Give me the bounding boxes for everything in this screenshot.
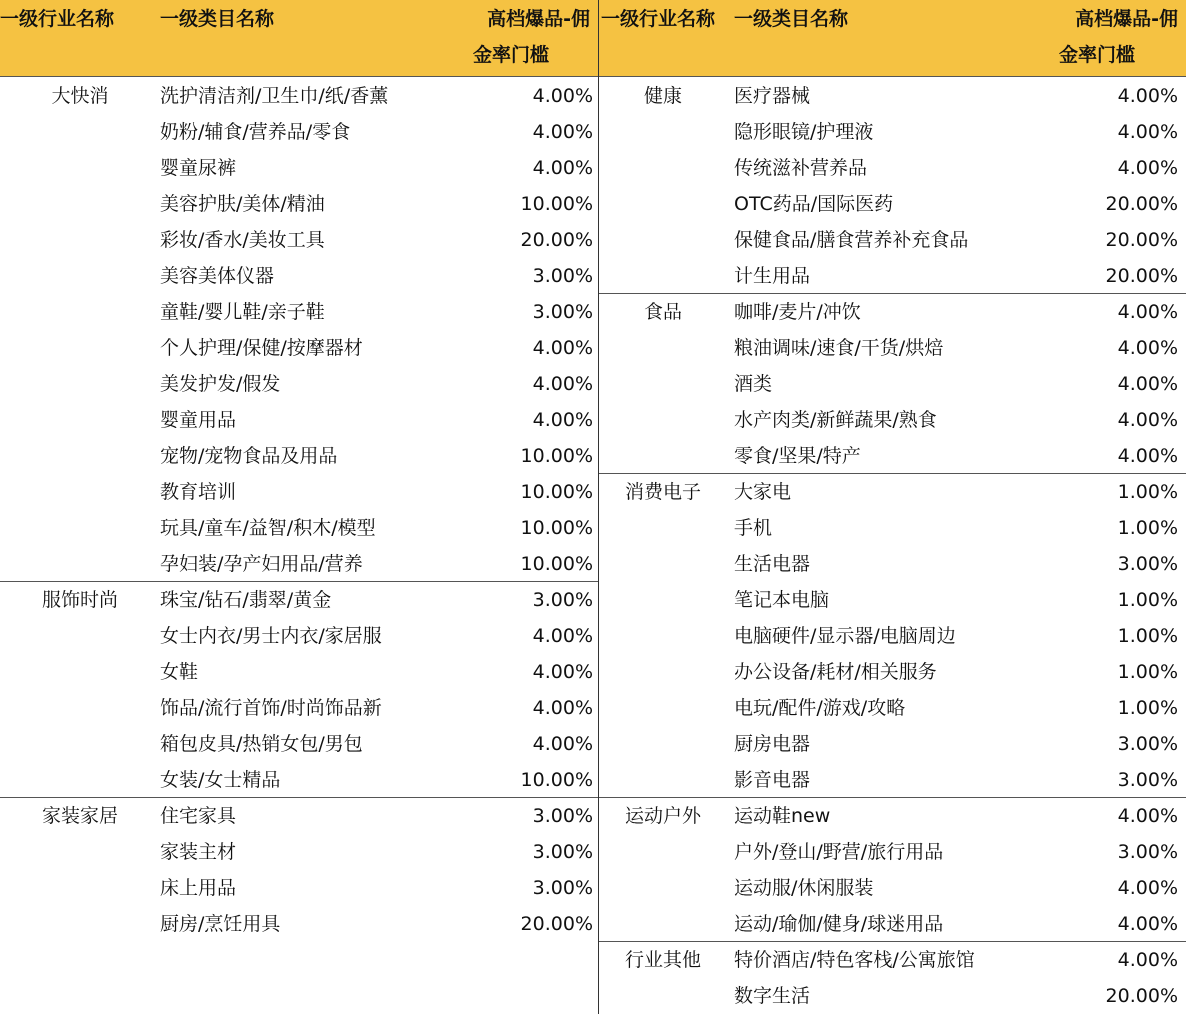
category-name: 运动服/休闲服装 — [734, 877, 874, 899]
commission-rate: 3.00% — [532, 265, 593, 287]
commission-rate: 3.00% — [532, 805, 593, 827]
commission-rate: 10.00% — [520, 517, 593, 539]
commission-rate: 4.00% — [1117, 85, 1178, 107]
category-name: 隐形眼镜/护理液 — [734, 121, 874, 143]
industry-name: 家装家居 — [41, 805, 118, 827]
table-row — [599, 474, 1186, 510]
commission-rate: 4.00% — [532, 625, 593, 647]
table-row — [599, 78, 1186, 114]
category-name: 个人护理/保健/按摩器材 — [160, 337, 363, 359]
category-name: 婴童用品 — [160, 409, 237, 431]
commission-rate: 20.00% — [520, 229, 593, 251]
table-row — [599, 654, 1186, 690]
category-name: 彩妆/香水/美妆工具 — [160, 229, 325, 251]
category-name: 特价酒店/特色客栈/公寓旅馆 — [734, 949, 975, 971]
header-threshold-right-line1: 高档爆品-佣 — [1075, 8, 1178, 30]
category-name: 零食/坚果/特产 — [734, 445, 861, 467]
category-name: 宠物/宠物食品及用品 — [160, 445, 338, 467]
commission-rate: 10.00% — [520, 445, 593, 467]
category-name: 洗护清洁剂/卫生巾/纸/香薰 — [160, 85, 389, 107]
table-row — [599, 690, 1186, 726]
table-row — [0, 654, 598, 690]
table-row — [0, 330, 598, 366]
commission-rate: 3.00% — [1117, 769, 1178, 791]
table-row — [0, 618, 598, 654]
category-name: 饰品/流行首饰/时尚饰品新 — [160, 697, 382, 719]
table-row — [599, 114, 1186, 150]
commission-rate: 3.00% — [1117, 841, 1178, 863]
table-row — [599, 834, 1186, 870]
commission-rate: 4.00% — [1117, 337, 1178, 359]
table-row — [0, 582, 598, 618]
table-row — [599, 726, 1186, 762]
commission-rate: 4.00% — [1117, 157, 1178, 179]
category-name: 孕妇装/孕产妇用品/营养 — [160, 553, 363, 575]
commission-rate: 10.00% — [520, 193, 593, 215]
commission-rate: 3.00% — [1117, 733, 1178, 755]
header-threshold-left-line2: 金率门槛 — [473, 44, 550, 66]
category-name: 手机 — [734, 517, 773, 539]
commission-rate: 1.00% — [1117, 481, 1178, 503]
commission-rate: 4.00% — [532, 373, 593, 395]
industry-name: 服饰时尚 — [41, 589, 118, 611]
commission-rate: 1.00% — [1117, 661, 1178, 683]
category-name: 童鞋/婴儿鞋/亲子鞋 — [160, 301, 325, 323]
commission-rate: 4.00% — [1117, 913, 1178, 935]
category-name: 户外/登山/野营/旅行用品 — [734, 841, 944, 863]
table-row — [0, 906, 598, 942]
header-threshold-left-line1: 高档爆品-佣 — [487, 8, 590, 30]
category-name: 水产肉类/新鲜蔬果/熟食 — [734, 409, 937, 431]
category-name: 家装主材 — [160, 841, 237, 863]
table-row — [0, 510, 598, 546]
table-row — [0, 798, 598, 834]
left-table — [0, 77, 598, 1014]
category-name: 传统滋补营养品 — [734, 157, 868, 179]
category-name: 大家电 — [734, 481, 792, 503]
commission-rate: 20.00% — [520, 913, 593, 935]
category-name: 女士内衣/男士内衣/家居服 — [160, 625, 382, 647]
commission-rate: 20.00% — [1105, 265, 1178, 287]
category-name: 电玩/配件/游戏/攻略 — [734, 697, 906, 719]
table-row — [0, 402, 598, 438]
table-row — [599, 762, 1186, 798]
industry-name: 健康 — [643, 85, 682, 107]
commission-rate: 1.00% — [1117, 589, 1178, 611]
table-row — [0, 186, 598, 222]
commission-rate: 4.00% — [532, 337, 593, 359]
commission-rate: 10.00% — [520, 553, 593, 575]
category-name: 计生用品 — [734, 265, 811, 287]
commission-rate: 3.00% — [532, 877, 593, 899]
table-row — [0, 546, 598, 582]
table-row — [0, 78, 598, 114]
table-row — [0, 150, 598, 186]
header-threshold-right-line2: 金率门槛 — [1059, 44, 1136, 66]
category-name: 运动鞋new — [734, 805, 831, 827]
table-row — [599, 258, 1186, 294]
category-name: 美容护肤/美体/精油 — [160, 193, 325, 215]
right-table — [599, 77, 1186, 1014]
table-row — [0, 438, 598, 474]
category-name: 床上用品 — [160, 877, 237, 899]
category-name: 箱包皮具/热销女包/男包 — [160, 733, 363, 755]
category-name: 咖啡/麦片/冲饮 — [734, 301, 861, 323]
commission-rate: 1.00% — [1117, 517, 1178, 539]
table-row — [599, 870, 1186, 906]
table-row — [599, 330, 1186, 366]
commission-rate: 4.00% — [532, 85, 593, 107]
commission-rate: 4.00% — [1117, 409, 1178, 431]
commission-rate: 4.00% — [1117, 121, 1178, 143]
table-row — [599, 978, 1186, 1014]
commission-rate: 4.00% — [532, 697, 593, 719]
table-row — [599, 618, 1186, 654]
commission-rate: 10.00% — [520, 481, 593, 503]
commission-rate: 20.00% — [1105, 229, 1178, 251]
table-row — [599, 402, 1186, 438]
table-row — [0, 294, 598, 330]
category-name: 办公设备/耗材/相关服务 — [734, 661, 937, 683]
commission-rate: 4.00% — [1117, 949, 1178, 971]
table-row — [599, 582, 1186, 618]
commission-rate: 4.00% — [532, 157, 593, 179]
table-row — [0, 870, 598, 906]
category-name: 美发护发/假发 — [160, 373, 281, 395]
commission-rate: 20.00% — [1105, 193, 1178, 215]
table-row — [599, 294, 1186, 330]
table-row — [0, 222, 598, 258]
table-row — [599, 510, 1186, 546]
category-name: 影音电器 — [734, 769, 811, 791]
commission-rate: 4.00% — [1117, 301, 1178, 323]
table-row — [0, 834, 598, 870]
table-row — [599, 438, 1186, 474]
table-row — [599, 798, 1186, 834]
table-row — [599, 366, 1186, 402]
industry-name: 消费电子 — [624, 481, 701, 503]
commission-rate: 10.00% — [520, 769, 593, 791]
commission-rate: 3.00% — [532, 301, 593, 323]
category-name: 玩具/童车/益智/积木/模型 — [160, 517, 376, 539]
commission-rate: 20.00% — [1105, 985, 1178, 1007]
commission-rate: 1.00% — [1117, 697, 1178, 719]
category-name: 女装/女士精品 — [160, 769, 281, 791]
commission-rate: 4.00% — [532, 121, 593, 143]
table-row — [599, 150, 1186, 186]
industry-name: 行业其他 — [624, 949, 701, 971]
commission-rate: 3.00% — [532, 589, 593, 611]
category-name: 厨房/烹饪用具 — [160, 913, 281, 935]
category-name: 女鞋 — [160, 661, 199, 683]
table-row — [0, 258, 598, 294]
table-row — [0, 690, 598, 726]
category-name: 生活电器 — [734, 553, 811, 575]
commission-rate: 3.00% — [1117, 553, 1178, 575]
table-row — [0, 474, 598, 510]
category-name: 数字生活 — [734, 985, 811, 1007]
header-category-right: 一级类目名称 — [734, 8, 849, 30]
industry-name: 食品 — [643, 301, 682, 323]
commission-rate: 4.00% — [532, 661, 593, 683]
table-row — [0, 114, 598, 150]
category-name: 厨房电器 — [734, 733, 811, 755]
category-name: 教育培训 — [160, 481, 237, 503]
category-name: OTC药品/国际医药 — [734, 193, 894, 215]
category-name: 笔记本电脑 — [734, 589, 830, 611]
commission-rate: 3.00% — [532, 841, 593, 863]
category-name: 医疗器械 — [734, 85, 811, 107]
table-row — [0, 726, 598, 762]
table-row — [0, 762, 598, 798]
category-name: 运动/瑜伽/健身/球迷用品 — [734, 913, 944, 935]
commission-rate: 4.00% — [1117, 877, 1178, 899]
header-industry-left: 一级行业名称 — [0, 8, 115, 30]
industry-name: 大快消 — [51, 85, 109, 107]
category-name: 美容美体仪器 — [160, 265, 275, 287]
commission-rate: 4.00% — [532, 409, 593, 431]
table-row — [599, 222, 1186, 258]
table-row — [599, 942, 1186, 978]
category-name: 珠宝/钻石/翡翠/黄金 — [160, 589, 332, 611]
table-row — [599, 186, 1186, 222]
commission-rate: 4.00% — [1117, 805, 1178, 827]
header-category-left: 一级类目名称 — [160, 8, 275, 30]
category-name: 婴童尿裤 — [160, 157, 237, 179]
table-row — [599, 546, 1186, 582]
commission-rate: 1.00% — [1117, 625, 1178, 647]
commission-rate: 4.00% — [1117, 373, 1178, 395]
header-industry-right: 一级行业名称 — [601, 8, 716, 30]
commission-rate: 4.00% — [1117, 445, 1178, 467]
category-name: 住宅家具 — [160, 805, 237, 827]
category-name: 酒类 — [734, 373, 773, 395]
category-name: 奶粉/辅食/营养品/零食 — [160, 121, 351, 143]
category-name: 保健食品/膳食营养补充食品 — [734, 229, 969, 251]
table-row — [0, 366, 598, 402]
table-row — [599, 906, 1186, 942]
industry-name: 运动户外 — [624, 805, 701, 827]
category-name: 粮油调味/速食/干货/烘焙 — [734, 337, 944, 359]
category-name: 电脑硬件/显示器/电脑周边 — [734, 625, 956, 647]
commission-rate: 4.00% — [532, 733, 593, 755]
